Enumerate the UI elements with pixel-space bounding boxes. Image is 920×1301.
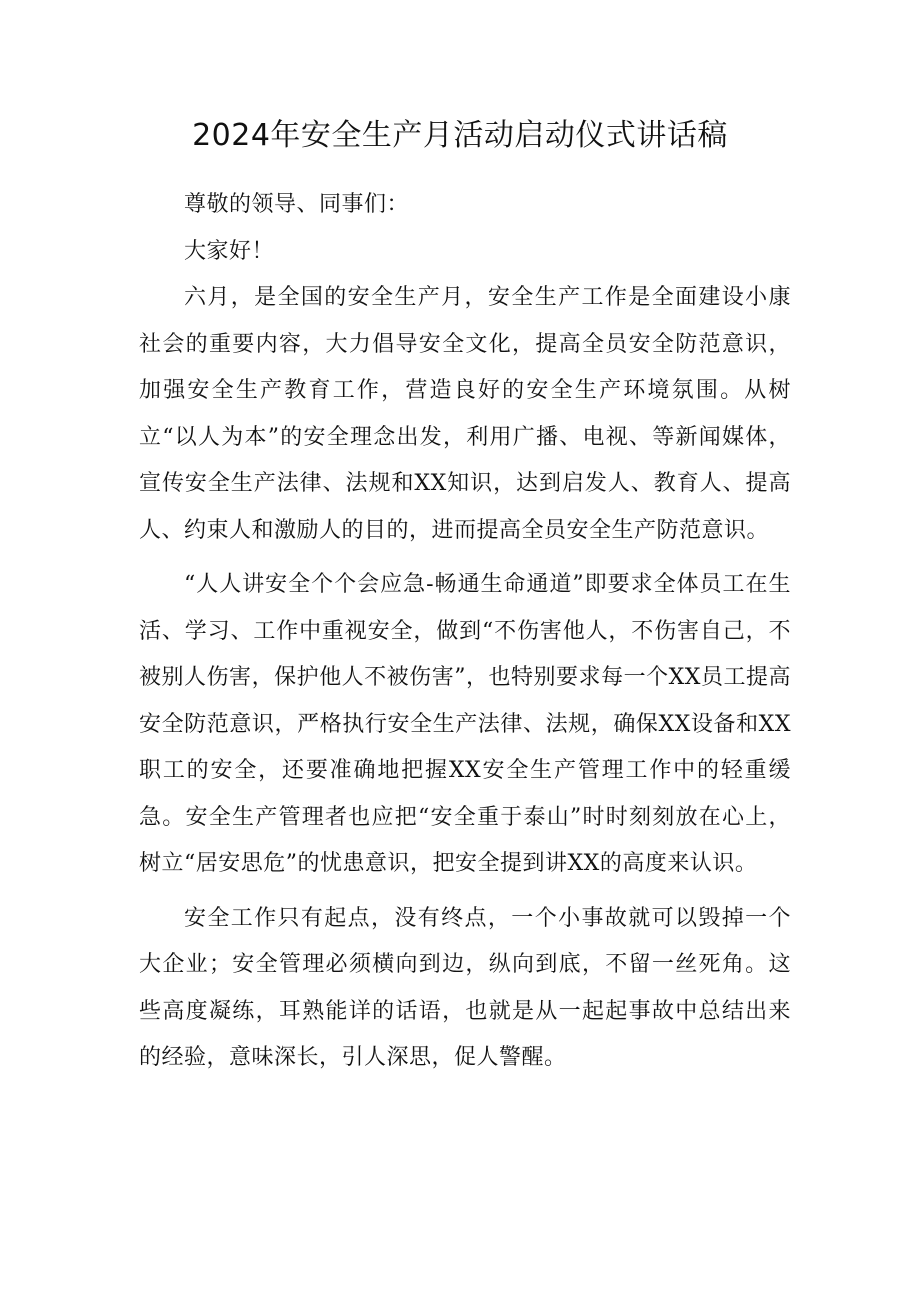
body-paragraph-1: 六月，是全国的安全生产月，安全生产工作是全面建设小康社会的重要内容，大力倡导安全文化，提高全员安全防范意识，加强安全生产教育工作，营造良好的安全生产环境氛围。从树立“以人为本”的安全理念出发，利用广播、电视、等新闻媒体，宣传安全生产法律、法规和XX知识，达到启发人、教育人、提高人、约束人和激励人的目的，进而提高全员安全生产防范意识。 (139, 285, 791, 543)
document-title: 2024年安全生产月活动启动仪式讲话稿 (192, 118, 728, 153)
body-paragraph-3: 安全工作只有起点，没有终点，一个小事故就可以毁掉一个大企业；安全管理必须横向到边，纵向到底，不留一丝死角。这些高度凝练，耳熟能详的话语，也就是从一起起事故中总结出来的经验，意味深长，引人深思，促人警醒。 (139, 905, 791, 1070)
salutation-paragraph: 尊敬的领导、同事们： (184, 192, 410, 217)
greeting-paragraph: 大家好！ (184, 238, 275, 264)
document-body (139, 182, 791, 1082)
body-paragraph-2: “人人讲安全个个会应急-畅通生命通道”即要求全体员工在生活、学习、工作中重视安全，做到“不伤害他人，不伤害自己，不被别人伤害，保护他人不被伤害”，也特别要求每一个XX员工提高安全防范意识，严格执行安全生产法律、法规，确保XX设备和XX职工的安全，还要准确地把握XX安全生产管理工作中的轻重缓急。安全生产管理者也应把“安全重于泰山”时时刻刻放在心上，树立“居安思危”的忧患意识，把安全提到讲XX的高度来认识。 (139, 572, 791, 876)
